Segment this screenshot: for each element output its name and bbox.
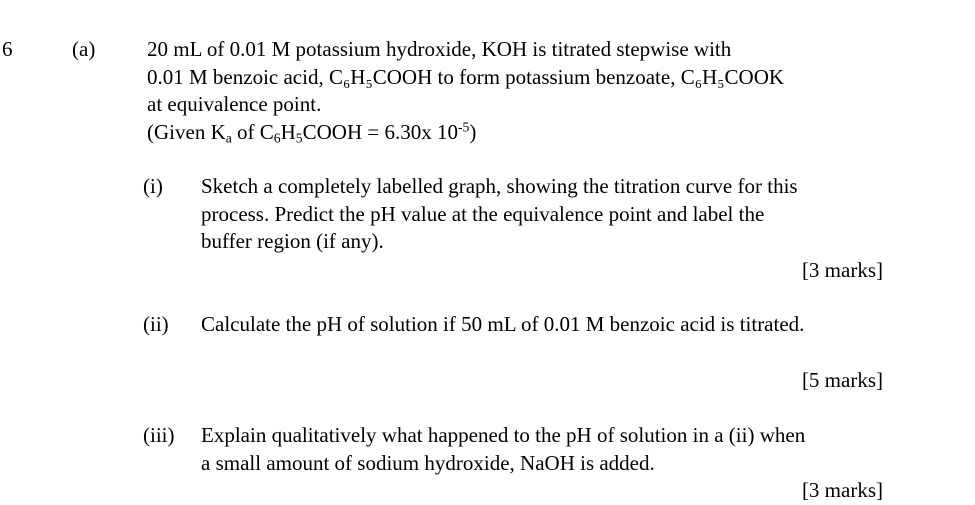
subpart-i-label: (i) [143, 174, 163, 198]
given-line [147, 119, 784, 147]
question-number: 6 [2, 37, 13, 61]
subpart-ii-marks: [5 marks] [801, 368, 883, 392]
subpart-iii-label: (iii) [143, 423, 175, 447]
ka-subscript: a [225, 129, 232, 145]
given-h: H [280, 119, 296, 144]
given-cooh: COOH = 6.30x 10 [302, 119, 458, 144]
subpart-i-marks: [3 marks] [801, 258, 883, 282]
subpart-ii-line-1: Calculate the pH of solution if 50 mL of 0.01 M benzoic acid is titrated. [201, 312, 805, 336]
subpart-i-line-1: Sketch a completely labelled graph, showing the titration curve for this [201, 174, 798, 198]
subpart-i-line-3: buffer region (if any). [201, 229, 384, 253]
subpart-i-text [201, 173, 798, 256]
subpart-i-line-2: process. Predict the pH value at the equivalence point and label the [201, 201, 765, 226]
given-close: ) [469, 119, 477, 144]
given-middle: of C [231, 119, 274, 144]
exponent: -5 [457, 119, 470, 134]
h5-subscript: 5 [295, 129, 303, 145]
subpart-iii-text [201, 422, 805, 477]
c6-subscript: 6 [273, 129, 281, 145]
subpart-ii-text [201, 311, 804, 339]
intro-line-3: at equivalence point. [147, 92, 322, 116]
subpart-iii-line-2: a small amount of sodium hydroxide, NaOH is added. [201, 450, 655, 475]
given-prefix: (Given K [147, 119, 226, 144]
subpart-iii-line-1: Explain qualitatively what happened to the pH of solution in a (ii) when [201, 423, 806, 447]
subpart-ii-label: (ii) [143, 312, 169, 336]
intro-line-1: 20 mL of 0.01 M potassium hydroxide, KOH is titrated stepwise with [147, 37, 732, 61]
part-a-text [147, 36, 784, 146]
part-a-label: (a) [72, 37, 96, 61]
intro-line-2: 0.01 M benzoic acid, C₆H₅COOH to form potassium benzoate, C₆H₅COOK [147, 64, 785, 89]
subpart-iii-marks: [3 marks] [801, 478, 883, 502]
